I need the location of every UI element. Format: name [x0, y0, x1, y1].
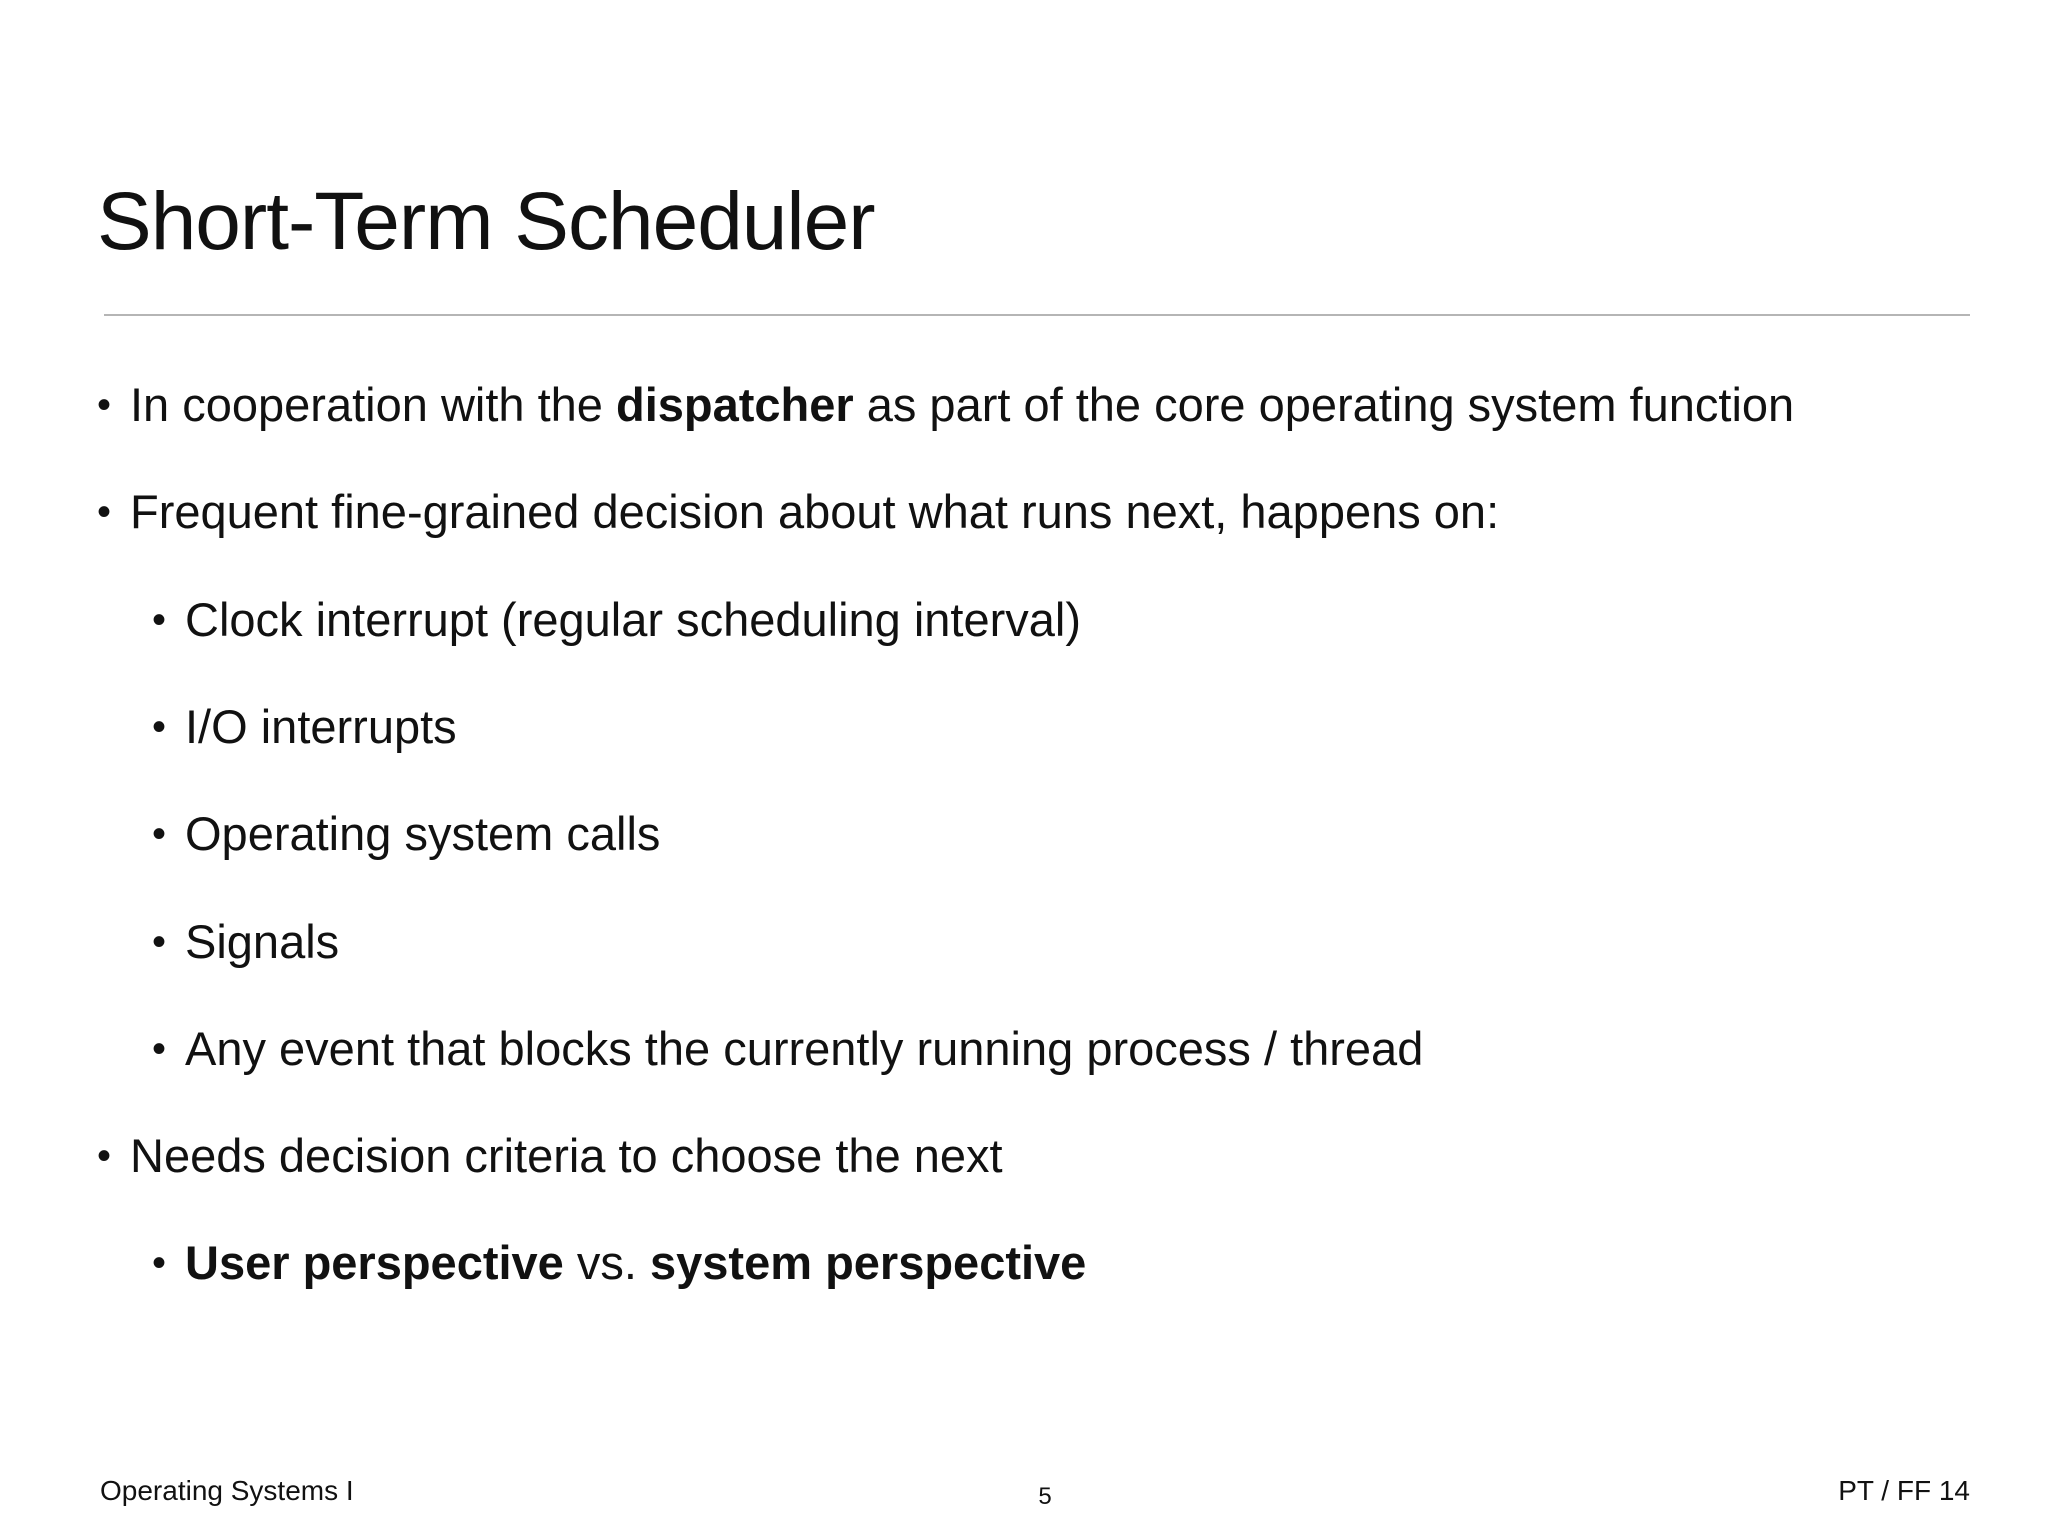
bullet-bold-text: User perspective	[185, 1236, 564, 1289]
subbullet-io-interrupts	[152, 697, 457, 757]
bullet-text: vs.	[563, 1236, 651, 1289]
subbullet-blocking-event	[152, 1019, 1424, 1079]
bullet-text: Clock interrupt (regular scheduling interval)	[185, 593, 1082, 646]
bullet-text: Operating system calls	[185, 807, 661, 860]
subbullet-clock-interrupt	[152, 590, 1082, 650]
subbullet-signals	[152, 912, 340, 972]
bullet-dot: •	[97, 1134, 112, 1178]
bullet-text: Any event that blocks the currently running process / thread	[185, 1022, 1424, 1075]
bullet-dot: •	[97, 383, 112, 427]
bullet-frequent-decision	[97, 482, 1500, 542]
bullet-text: In cooperation with the	[130, 378, 616, 431]
bullet-dot: •	[152, 598, 167, 642]
footer-page-number: 5	[1038, 1483, 1052, 1510]
bullet-dispatcher	[97, 375, 1795, 435]
bullet-decision-criteria	[97, 1126, 1003, 1186]
title-divider	[104, 314, 1970, 316]
bullet-text: as part of the core operating system function	[853, 378, 1795, 431]
footer-course-name: Operating Systems I	[100, 1475, 354, 1506]
bullet-text: Needs decision criteria to choose the next	[130, 1129, 1003, 1182]
bullet-text: I/O interrupts	[185, 700, 457, 753]
bullet-dot: •	[152, 705, 167, 749]
bullet-dot: •	[152, 812, 167, 856]
bullet-dot: •	[152, 1027, 167, 1071]
footer-authors: PT / FF 14	[1838, 1475, 1970, 1506]
bullet-bold-text: dispatcher	[615, 378, 854, 431]
subbullet-perspectives	[152, 1233, 1087, 1293]
bullet-text: Frequent fine-grained decision about what runs next, happens on:	[130, 485, 1500, 538]
bullet-bold-text: system perspective	[650, 1236, 1087, 1289]
bullet-dot: •	[97, 490, 112, 534]
bullet-dot: •	[152, 1241, 167, 1285]
bullet-dot: •	[152, 920, 167, 964]
slide-title: Short-Term Scheduler	[97, 176, 875, 267]
bullet-text: Signals	[185, 915, 340, 968]
subbullet-system-calls	[152, 804, 661, 864]
